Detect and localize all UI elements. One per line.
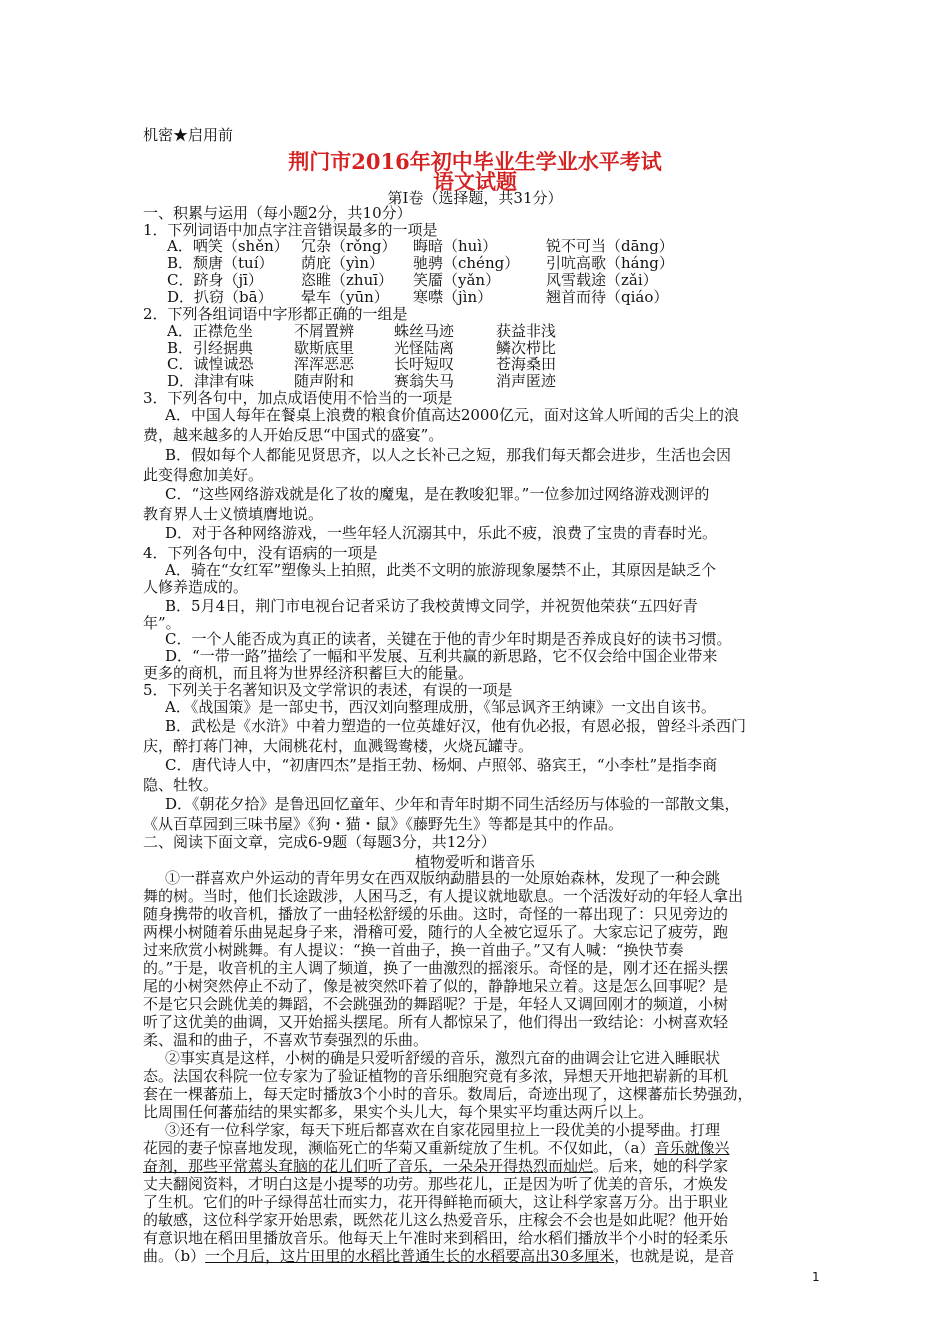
option: A．哂笑（shěn） [167,237,289,255]
option: 翘首而待（qiáo） [546,288,669,306]
option: 鳞次栉比 [496,339,557,357]
option: 晦暗（huì） [413,237,498,255]
paragraph-line: 的敏感，这位科学家开始思索，既然花儿这么热爱音乐，庄稼会不会也是如此呢？他开始 [143,1211,729,1229]
paragraph-line [143,1247,823,1265]
question-stem: 2．下列各组词语中字形都正确的一组是 [143,305,408,323]
option-text: 此变得愈加美好。 [143,466,264,484]
option-text: 年”。 [143,614,181,632]
option: 获益非浅 [496,322,557,340]
question-stem: 4．下列各句中，没有语病的一项是 [143,544,378,562]
option: 恣睢（zhuī） [301,271,394,289]
option: 驰骋（chéng） [413,254,520,272]
exam-subject-title: 语文试题 [433,169,517,194]
option: D．扒窃（bā） [167,288,273,306]
option: 不屑置辨 [294,322,355,340]
option-text: D．对于各种网络游戏，一些年轻人沉溺其中，乐此不疲，浪费了宝贵的青春时光。 [165,524,718,542]
text: 花园的妻子惊喜地发现，濒临死亡的华菊又重新绽放了生机。不仅如此，（a） [143,1139,655,1157]
paragraph-line: ②事实真是这样，小树的确是只爱听舒缓的音乐，激烈亢奋的曲调会让它进入睡眠状 [165,1049,721,1067]
paragraph-line: 比周围任何蕃茄结的果实都多，果实个头儿大，每个果实平均重达两斤以上。 [143,1103,654,1121]
option: C．跻身（jī） [167,271,263,289]
part-subtitle: 第Ⅰ卷（选择题，共31分） [387,189,563,207]
option-text: C．唐代诗人中，“初唐四杰”是指王勃、杨炯、卢照邻、骆宾王，“小李杜”是指李商 [165,756,718,774]
option-row [167,271,823,289]
option-row [167,254,823,272]
option-text: A．《战国策》是一部史书，西汉刘向整理成册，《邹忌讽齐王纳谏》一文出自该书。 [165,698,716,716]
option: 浑浑恶恶 [294,355,355,373]
option-text: D．《朝花夕拾》是鲁迅回忆童年、少年和青年时期不同生活经历与体验的一部散文集， [165,795,740,813]
question-stem: 3．下列各句中，加点成语使用不恰当的一项是 [143,389,453,407]
paragraph-line [143,1139,823,1157]
paragraph-line: 不是它只会跳优美的舞蹈，不会跳强劲的舞蹈呢？于是，年轻人又调回刚才的频道，小树 [143,995,729,1013]
option: 随声附和 [294,372,355,390]
page-number: 1 [812,1270,820,1284]
article-title: 植物爱听和谐音乐 [414,853,535,871]
option-text: A．骑在“女红军”塑像头上拍照，此类不文明的旅游现象屡禁不止，其原因是缺乏个 [165,561,717,579]
paragraph-line: 态。法国农科院一位专家为了验证植物的音乐细胞究竟有多浓，异想天开地把崭新的耳机 [143,1067,729,1085]
paragraph-line: 丈夫翻阅资料，才明白这是小提琴的功劳。那些花儿，正是因为听了优美的音乐，才焕发 [143,1175,729,1193]
option: 引吭高歌（háng） [546,254,674,272]
section-heading: 一、积累与运用（每小题2分，共10分） [143,204,412,222]
option: 苍海桑田 [496,355,557,373]
option-text: C．一个人能否成为真正的读者，关键在于他的青少年时期是否养成良好的读书习惯。 [165,630,732,648]
option: 锐不可当（dāng） [546,237,674,255]
text: 。后来，她的科学家 [593,1157,729,1175]
option: B．引经据典 [167,339,254,357]
option-text: B．武松是《水浒》中着力塑造的一位英雄好汉，他有仇必报，有恩必报，曾经斗杀西门 [165,717,747,735]
option: 风雪载途（zǎi） [546,271,658,289]
option-text: 庆，醉打蒋门神，大闹桃花村，血溅鸳鸯楼，火烧瓦罐寺。 [143,737,534,755]
option-row [167,372,823,390]
option: C．诚惶诚恐 [167,355,254,373]
paragraph-line: 随身携带的收音机，播放了一曲轻松舒缓的乐曲。这时，奇怪的一幕出现了：只见旁边的 [143,905,729,923]
option-row [167,237,823,255]
option: 歇斯底里 [294,339,355,357]
option: A．正襟危坐 [167,322,253,340]
paragraph-line: 过来欣赏小树跳舞。有人提议：“换一首曲子，换一首曲子。”又有人喊：“换快节奏 [143,941,684,959]
classification-label: 机密★启用前 [143,126,234,144]
paragraph-line: 了生机。它们的叶子绿得茁壮而实力，花开得鲜艳而硕大，这让科学家喜万分。出于职业 [143,1193,729,1211]
paragraph-line: 两棵小树随着乐曲晃起身子来，滑稽可爱，随行的人全被它逗乐了。大家忘记了疲劳，跑 [143,923,729,941]
option: 蛛丝马迹 [394,322,455,340]
option: D．津津有味 [167,372,255,390]
option-row [167,322,823,340]
option-text: 《从百草园到三味书屋》《狗・猫・鼠》《藤野先生》等都是其中的作品。 [143,815,624,833]
option: B．颓唐（tuí） [167,254,274,272]
exam-title: 荆门市2016年初中毕业生学业水平考试 [288,149,662,174]
option: 荫庇（yìn） [301,254,384,272]
paragraph-line: 的。”于是，收音机的主人调了频道，换了一曲激烈的摇滚乐。奇怪的是，刚才还在摇头摆 [143,959,729,977]
option: 消声匿迹 [496,372,557,390]
paragraph-line: 有意识地在稻田里播放音乐。他每天上午准时来到稻田，给水稻们播放半个小时的轻柔乐 [143,1229,729,1247]
option-text: A．中国人每年在餐桌上浪费的粮食价值高达2000亿元，面对这耸人听闻的舌尖上的浪 [165,406,740,424]
option: 寒噤（jìn） [413,288,493,306]
option-text: B．假如每个人都能见贤思齐，以人之长补己之短，那我们每天都会进步，生活也会因 [165,446,732,464]
text: 曲。（b） [143,1247,206,1265]
paragraph-line: ③还有一位科学家，每天下班后都喜欢在自家花园里拉上一段优美的小提琴曲。打理 [165,1121,721,1139]
option-text: 更多的商机，而且将为世界经济积蓄巨大的能量。 [143,664,474,682]
text: ，也就是说，是音 [614,1247,735,1265]
question-stem: 5．下列关于名著知识及文学常识的表述，有误的一项是 [143,681,513,699]
paragraph-line: 听了这优美的曲调，又开始摇头摆尾。所有人都惊呆了，他们得出一致结论：小树喜欢轻 [143,1013,729,1031]
option-text: 教育界人士义愤填膺地说。 [143,505,324,523]
paragraph-line: 套在一棵蕃茄上，每天定时播放3个小时的音乐。数周后，奇迹出现了，这棵蕃茄长势强劲， [143,1085,753,1103]
option: 长吁短叹 [394,355,455,373]
paragraph-line: 尾的小树突然停止不动了，像是被突然吓着了似的，静静地呆立着。这是怎么回事呢？是 [143,977,729,995]
option-row [167,288,823,306]
option: 赛翁失马 [394,372,455,390]
underlined-text: 一个月后，这片田里的水稻比普通生长的水稻要高出30多厘米 [205,1247,615,1265]
paragraph-line: 舞的树。当时，他们长途跋涉，人困马乏，有人提议就地歇息。一个活泼好动的年轻人拿出 [143,887,744,905]
option: 笑靥（yǎn） [413,271,501,289]
paragraph-line [143,1157,823,1175]
option-text: D．“一带一路”描绘了一幅和平发展、互利共赢的新思路，它不仅会给中国企业带来 [165,647,718,665]
option: 晕车（yūn） [301,288,389,306]
paragraph-line: ①一群喜欢户外运动的青年男女在西双版纳勐腊县的一处原始森林，发现了一种会跳 [165,869,721,887]
option-text: 人修养造成的。 [143,578,249,596]
question-stem: 1．下列词语中加点字注音错误最多的一项是 [143,221,438,239]
option-row [167,355,823,373]
paragraph-line: 柔、温和的曲子，不喜欢节奏强烈的乐曲。 [143,1031,429,1049]
option-text: 费，越来越多的人开始反思“中国式的盛宴”。 [143,426,444,444]
option-text: B．5月4日，荆门市电视台记者采访了我校黄博文同学，并祝贺他荣获“五四好青 [165,597,698,615]
underlined-text: 音乐就像兴 [654,1139,730,1157]
underlined-text: 奋剂，那些平常蔫头耷脑的花儿们听了音乐，一朵朵开得热烈而灿烂 [143,1157,594,1175]
option-text: C．“这些网络游戏就是化了妆的魔鬼，是在教唆犯罪。”一位参加过网络游戏测评的 [165,485,710,503]
option: 冗杂（rǒng） [301,237,397,255]
option-text: 隐、牡牧。 [143,776,219,794]
option: 光怪陆离 [394,339,455,357]
section-heading: 二、阅读下面文章，完成6-9题（每题3分，共12分） [143,833,496,851]
